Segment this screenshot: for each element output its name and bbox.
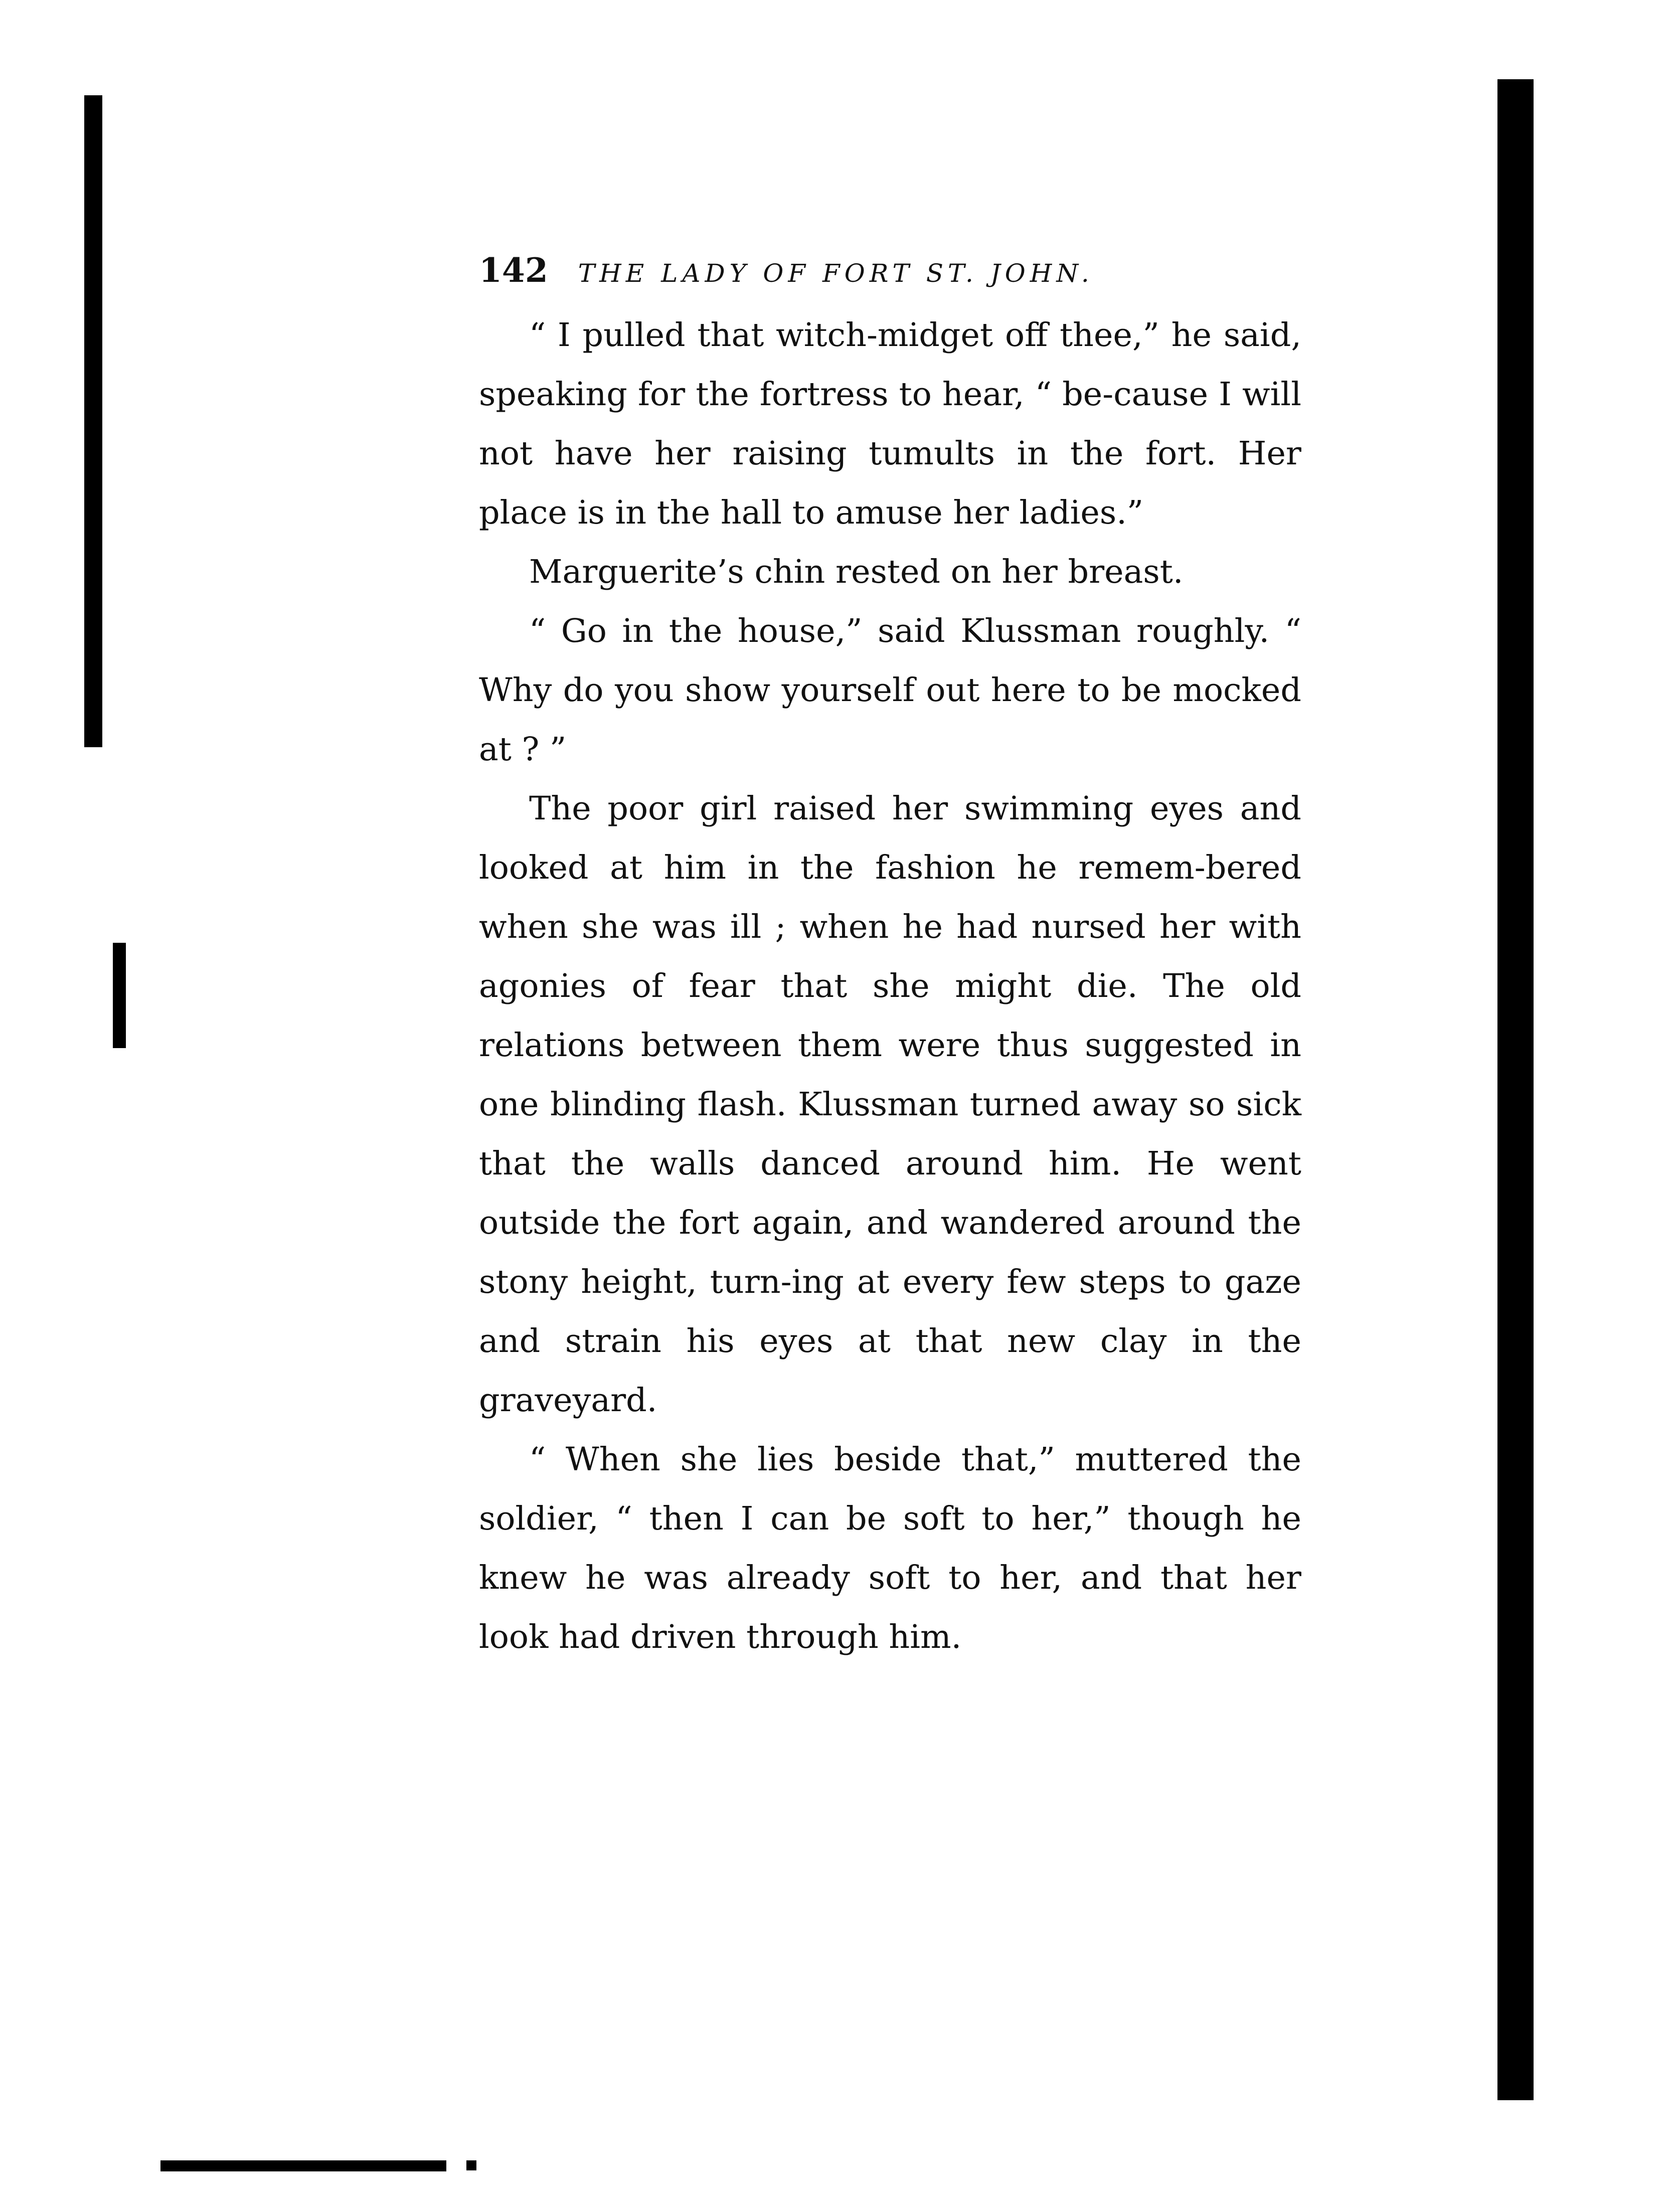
page-number: 142 [479,251,548,290]
body-text [479,306,1301,1667]
paragraph: “ When she lies beside that,” muttered the soldier, “ then I can be soft to her,” though he knew he was already soft to her, and that her look had driven through him. [479,1441,1301,1656]
scan-edge-bottom-mark [466,2160,476,2170]
paragraph: “ I pulled that witch-midget off thee,” he said, speaking for the fortress to hear, “ be-cause I will not have her raising tumults in the fort. Her place is in the hall to amuse her ladies.” [479,316,1301,532]
paragraph: Marguerite’s chin rested on her breast. [529,553,1184,591]
scan-edge-right [1497,79,1534,2100]
book-page [479,251,1301,1667]
scan-edge-bottom [160,2160,446,2171]
scan-edge-left [84,95,102,747]
running-title: THE LADY OF FORT ST. JOHN. [578,259,1094,288]
paragraph: The poor girl raised her swimming eyes and looked at him in the fashion he remem-bered when she was ill ; when he had nursed her with agonies of fear that she might die. The old relations between them were thus suggested in one blinding flash. Klussman turned away so sick that the walls danced around him. He went outside the fort again, and wandered around the stony height, turn-ing at every few steps to gaze and strain his eyes at that new clay in the graveyard. [479,790,1301,1419]
running-head [479,251,1301,306]
scan-edge-left-mark [113,1038,126,1048]
paragraph: “ Go in the house,” said Klussman roughly. “ Why do you show yourself out here to be mocked at ? ” [479,612,1301,768]
scan-edge-left-mark [113,943,126,1043]
